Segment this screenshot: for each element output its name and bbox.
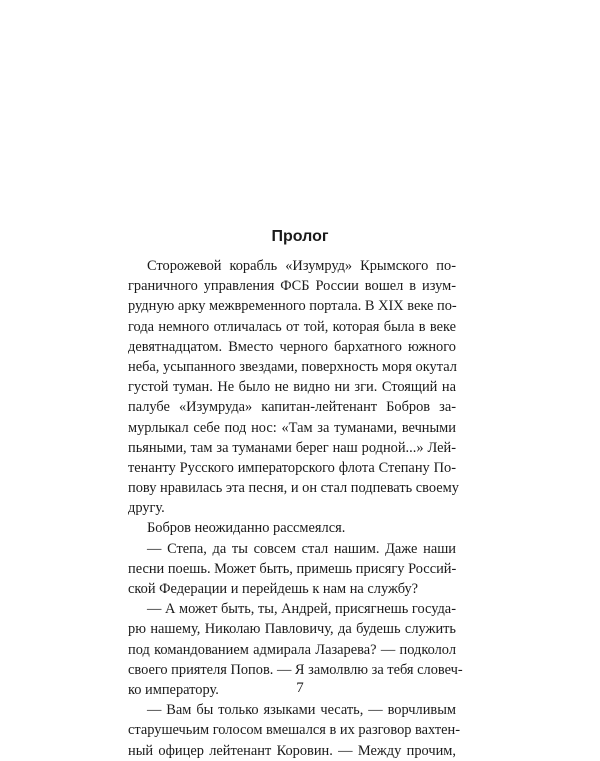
- text-line: другу.: [128, 500, 165, 517]
- text-line: под командованием адмирала Лазарева? — подколол: [128, 641, 456, 658]
- text-line: пьяными, там за туманами берег наш родной...» Лей-: [128, 439, 456, 456]
- text-line: рю нашему, Николаю Павловичу, да будешь служить: [128, 621, 456, 638]
- text-line: песни поешь. Может быть, примешь присягу Россий-: [128, 560, 457, 577]
- text-line: ный офицер лейтенант Коровин. — Между прочим,: [128, 742, 456, 759]
- text-line: девятнадцатом. Вместо черного бархатного южного: [128, 338, 456, 355]
- text-line: — А может быть, ты, Андрей, присягнешь госуда-: [147, 601, 456, 618]
- text-line: рудную арку межвременного портала. В XIX веке по-: [128, 298, 457, 315]
- text-line: Бобров неожиданно рассмеялся.: [147, 520, 346, 537]
- text-line: мурлыкал себе под нос: «Там за туманами, вечными: [128, 419, 456, 436]
- text-line: ко императору.: [128, 681, 219, 698]
- text-line: — Вам бы только языками чесать, — ворчливым: [147, 702, 456, 719]
- text-line: года немного отличалась от той, которая была в веке: [128, 318, 456, 335]
- chapter-title: Пролог: [271, 228, 329, 245]
- text-line: пову нравилась эта песня, и он стал подпевать своему: [128, 480, 459, 497]
- text-line: неба, усыпанного звездами, поверхность моря окутал: [128, 358, 457, 375]
- text-line: палубе «Изумруда» капитан-лейтенант Бобров за-: [128, 399, 456, 416]
- text-line: тенанту Русского императорского флота Степану По-: [128, 459, 456, 476]
- text-line: Сторожевой корабль «Изумруд» Крымского по-: [147, 258, 456, 274]
- text-line: своего приятеля Попов. — Я замолвлю за тебя словеч-: [128, 661, 463, 678]
- text-line: граничного управления ФСБ России вошел в изум-: [128, 278, 456, 295]
- text-line: старушечьим голосом вмешался в их разговор вахтен-: [128, 722, 461, 739]
- page-number: 7: [296, 680, 304, 696]
- text-line: ской Федерации и перейдешь к нам на службу?: [128, 581, 419, 597]
- text-line: — Степа, да ты совсем стал нашим. Даже наши: [147, 540, 456, 557]
- text-line: густой туман. Не было не видно ни зги. Стоящий на: [128, 379, 456, 396]
